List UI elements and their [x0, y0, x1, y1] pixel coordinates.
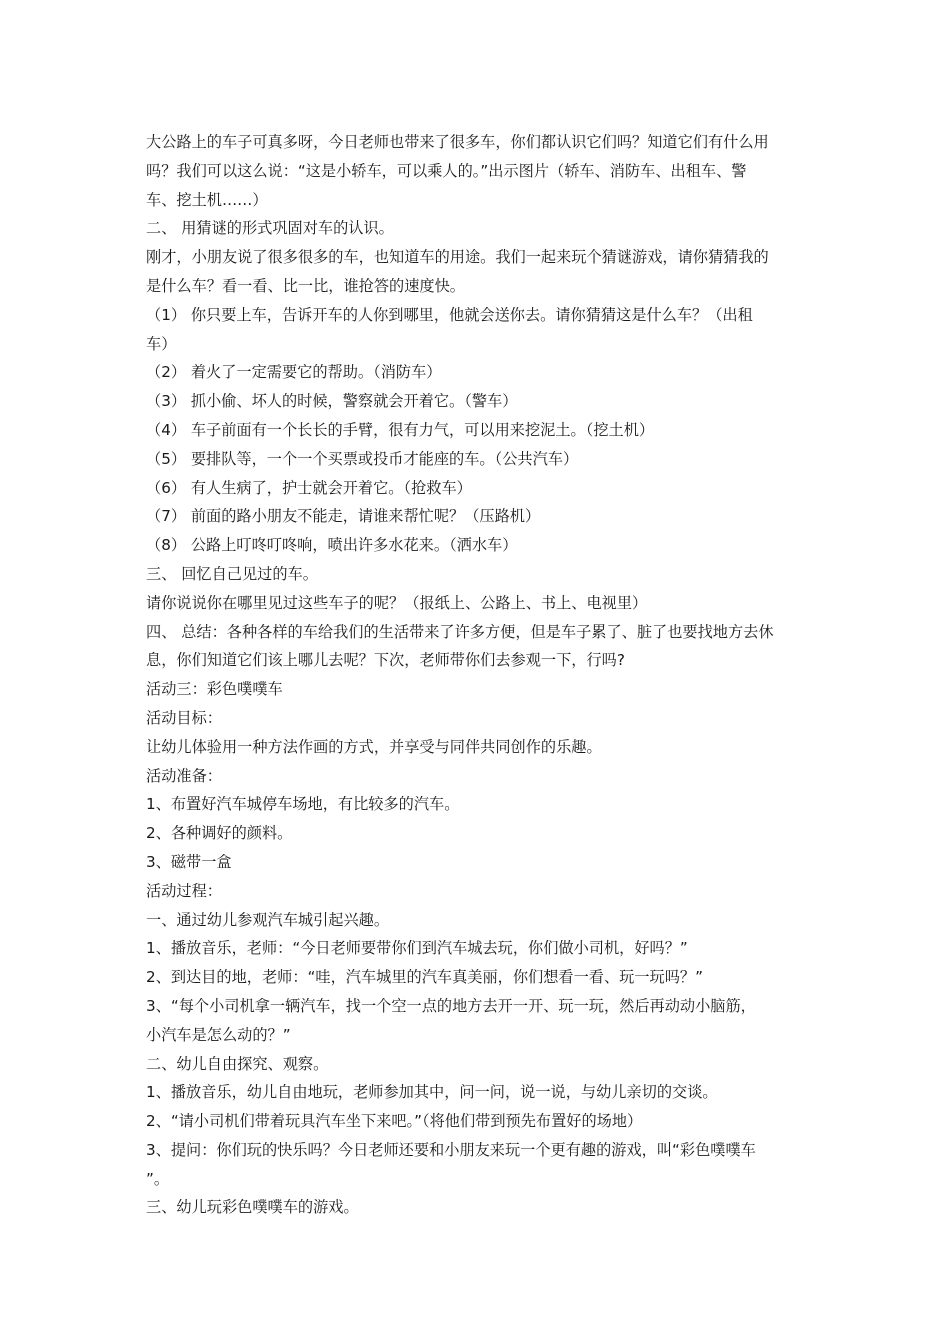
text-line: 二、 用猜谜的形式巩固对车的认识。 [146, 219, 394, 238]
text-line: 2、到达目的地，老师：“哇，汽车城里的汽车真美丽，你们想看一看、玩一玩吗？” [146, 968, 703, 987]
text-line: （6） 有人生病了，护士就会开着它。（抢救车） [146, 478, 472, 497]
text-line: 活动三：彩色噗噗车 [146, 680, 283, 699]
text-line: 让幼儿体验用一种方法作画的方式，并享受与同伴共同创作的乐趣。 [146, 737, 602, 756]
text-line: 息，你们知道它们该上哪儿去呢？下次，老师带你们去参观一下，行吗? [146, 651, 625, 670]
text-line: 活动目标： [146, 708, 222, 727]
text-line: 3、磁带一盒 [146, 852, 232, 871]
text-line: ”。 [146, 1169, 170, 1188]
text-line: 三、 回忆自己见过的车。 [146, 564, 318, 583]
text-line: （3） 抓小偷、坏人的时候，警察就会开着它。（警车） [146, 392, 518, 411]
text-line: 小汽车是怎么动的？” [146, 1025, 291, 1044]
text-line: 刚才，小朋友说了很多很多的车，也知道车的用途。我们一起来玩个猜谜游戏，请你猜猜我的 [146, 248, 769, 267]
text-line: 活动准备： [146, 766, 222, 785]
text-line: （7） 前面的路小朋友不能走，请谁来帮忙呢？（压路机） [146, 507, 541, 526]
text-line: （1） 你只要上车，告诉开车的人你到哪里，他就会送你去。请你猜猜这是什么车？（出租 [146, 305, 753, 324]
text-line: 1、布置好汽车城停车场地，有比较多的汽车。 [146, 795, 460, 814]
text-line: 四、 总结：各种各样的车给我们的生活带来了许多方便，但是车子累了、脏了也要找地方去休 [146, 622, 774, 641]
text-line: 三、幼儿玩彩色噗噗车的游戏。 [146, 1198, 359, 1217]
text-line: 1、播放音乐，幼儿自由地玩，老师参加其中，问一问，说一说，与幼儿亲切的交谈。 [146, 1083, 718, 1102]
text-line: 吗？我们可以这么说：“这是小轿车，可以乘人的。”出示图片（轿车、消防车、出租车、警 [146, 161, 747, 180]
text-line: （4） 车子前面有一个长长的手臂，很有力气，可以用来挖泥土。（挖土机） [146, 420, 655, 439]
text-line: 1、播放音乐，老师：“今日老师要带你们到汽车城去玩，你们做小司机，好吗？” [146, 939, 688, 958]
text-line: 请你说说你在哪里见过这些车子的呢？（报纸上、公路上、书上、电视里） [146, 593, 648, 612]
text-line: 3、“每个小司机拿一辆汽车，找一个空一点的地方去开一开、玩一玩，然后再动动小脑筋， [146, 996, 756, 1015]
text-line: 3、提问：你们玩的快乐吗？今日老师还要和小朋友来玩一个更有趣的游戏，叫“彩色噗噗车 [146, 1140, 756, 1159]
text-line: 二、幼儿自由探究、观察。 [146, 1054, 329, 1073]
text-line: 大公路上的车子可真多呀，今日老师也带来了很多车，你们都认识它们吗？知道它们有什么用 [146, 133, 769, 151]
text-line: 车、挖土机……） [146, 190, 268, 209]
text-line: 2、“请小司机们带着玩具汽车坐下来吧。”（将他们带到预先布置好的场地） [146, 1112, 643, 1131]
text-line: 活动过程： [146, 881, 222, 900]
text-line: 一、通过幼儿参观汽车城引起兴趣。 [146, 910, 389, 929]
text-line: 是什么车？看一看、比一比，谁抢答的速度快。 [146, 276, 465, 295]
text-line: 车） [146, 334, 177, 353]
text-line: （8） 公路上叮咚叮咚响，喷出许多水花来。（洒水车） [146, 536, 518, 555]
text-line: 2、各种调好的颜料。 [146, 824, 293, 843]
text-line: （5） 要排队等，一个一个买票或投币才能座的车。（公共汽车） [146, 449, 579, 468]
text-line: （2） 着火了一定需要它的帮助。（消防车） [146, 363, 442, 382]
document-body [146, 128, 810, 1222]
